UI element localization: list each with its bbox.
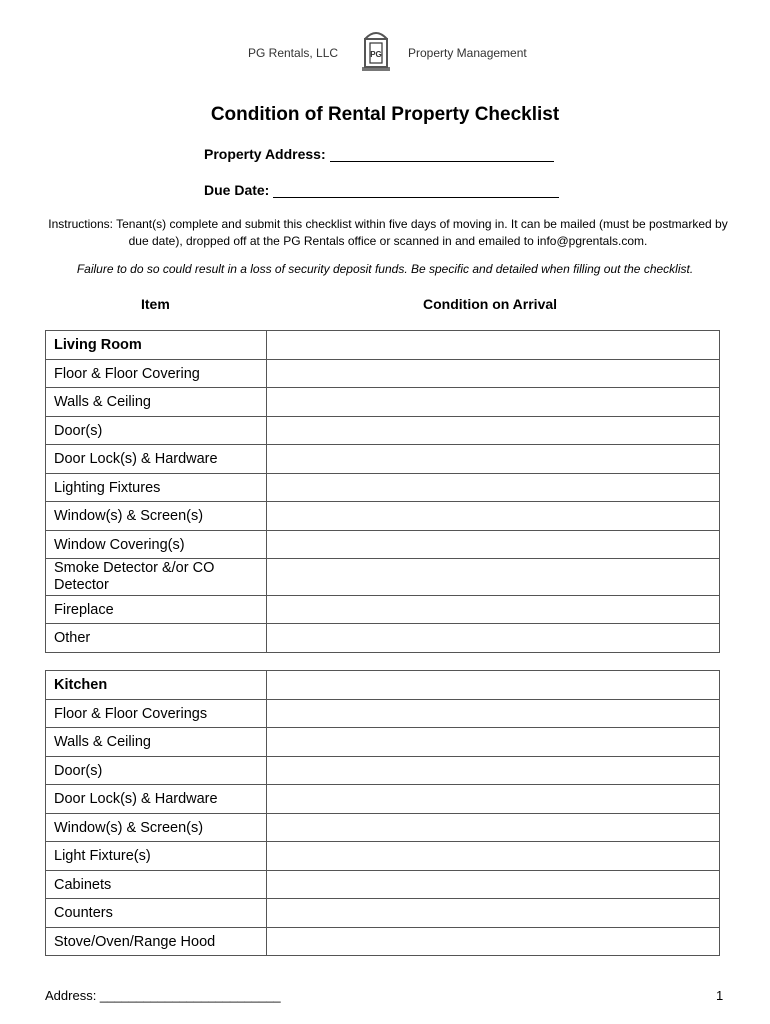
table-row xyxy=(46,785,720,814)
page-number: 1 xyxy=(716,988,724,1003)
section-title: Kitchen xyxy=(46,671,267,700)
table-row xyxy=(46,728,720,757)
item-label: Door Lock(s) & Hardware xyxy=(46,445,267,474)
table-row xyxy=(46,899,720,928)
kitchen-table xyxy=(45,670,720,956)
condition-cell[interactable] xyxy=(267,474,720,502)
item-label: Lighting Fixtures xyxy=(46,474,267,502)
company-name: PG Rentals, LLC xyxy=(248,46,339,60)
company-logo xyxy=(360,27,392,78)
condition-cell[interactable] xyxy=(267,700,720,728)
item-label: Floor & Floor Coverings xyxy=(46,700,267,728)
table-row xyxy=(46,388,720,417)
condition-cell[interactable] xyxy=(267,445,720,474)
condition-cell[interactable] xyxy=(267,785,720,814)
condition-cell[interactable] xyxy=(267,331,720,360)
item-label: Counters xyxy=(46,899,267,928)
item-label: Smoke Detector &/or CO Detector xyxy=(46,559,267,596)
item-label: Window(s) & Screen(s) xyxy=(46,814,267,842)
condition-cell[interactable] xyxy=(267,671,720,700)
section-row xyxy=(46,671,720,700)
table-row xyxy=(46,360,720,388)
condition-cell[interactable] xyxy=(267,624,720,653)
condition-cell[interactable] xyxy=(267,596,720,624)
page-title: Condition of Rental Property Checklist xyxy=(210,104,560,125)
column-header-item: Item xyxy=(141,296,170,312)
item-label: Door(s) xyxy=(46,757,267,785)
table-row xyxy=(46,624,720,653)
property-address-field[interactable] xyxy=(204,146,554,162)
item-label: Floor & Floor Covering xyxy=(46,360,267,388)
condition-cell[interactable] xyxy=(267,899,720,928)
column-header-condition: Condition on Arrival xyxy=(423,296,558,312)
due-date-label: Due Date: xyxy=(204,182,270,198)
property-address-line[interactable] xyxy=(330,147,554,162)
condition-cell[interactable] xyxy=(267,559,720,596)
condition-cell[interactable] xyxy=(267,871,720,899)
table-row xyxy=(46,474,720,502)
item-label: Stove/Oven/Range Hood xyxy=(46,928,267,956)
svg-text:PG: PG xyxy=(370,50,382,59)
living-room-table xyxy=(45,330,720,653)
condition-cell[interactable] xyxy=(267,814,720,842)
item-label: Window Covering(s) xyxy=(46,531,267,559)
item-label: Light Fixture(s) xyxy=(46,842,267,871)
table-row xyxy=(46,559,720,596)
condition-cell[interactable] xyxy=(267,728,720,757)
condition-cell[interactable] xyxy=(267,531,720,559)
table-row xyxy=(46,502,720,531)
due-date-line[interactable] xyxy=(273,183,559,198)
company-tagline: Property Management xyxy=(408,46,527,60)
section-title: Living Room xyxy=(46,331,267,360)
instructions: Instructions: Tenant(s) complete and submit this checklist within five days of moving in. It can be mailed (must be postmarked by due date), dropped off at the PG Rentals office or scanned in and emailed to info@pgrentals.com. xyxy=(48,217,728,248)
table-row xyxy=(46,417,720,445)
condition-cell[interactable] xyxy=(267,360,720,388)
item-label: Door(s) xyxy=(46,417,267,445)
condition-cell[interactable] xyxy=(267,417,720,445)
item-label: Other xyxy=(46,624,267,653)
item-label: Fireplace xyxy=(46,596,267,624)
table-row xyxy=(46,928,720,956)
table-row xyxy=(46,700,720,728)
item-label: Walls & Ceiling xyxy=(46,728,267,757)
item-label: Window(s) & Screen(s) xyxy=(46,502,267,531)
condition-cell[interactable] xyxy=(267,842,720,871)
condition-cell[interactable] xyxy=(267,502,720,531)
table-row xyxy=(46,445,720,474)
table-row xyxy=(46,757,720,785)
due-date-field[interactable] xyxy=(204,182,559,198)
item-label: Cabinets xyxy=(46,871,267,899)
property-address-label: Property Address: xyxy=(204,146,326,162)
table-row xyxy=(46,842,720,871)
table-row xyxy=(46,531,720,559)
footer-address: Address: _________________________ xyxy=(45,988,281,1003)
condition-cell[interactable] xyxy=(267,388,720,417)
item-label: Walls & Ceiling xyxy=(46,388,267,417)
table-row xyxy=(46,596,720,624)
condition-cell[interactable] xyxy=(267,757,720,785)
item-label: Door Lock(s) & Hardware xyxy=(46,785,267,814)
condition-cell[interactable] xyxy=(267,928,720,956)
section-row xyxy=(46,331,720,360)
table-row xyxy=(46,814,720,842)
building-logo-icon xyxy=(360,27,392,73)
table-row xyxy=(46,871,720,899)
warning-text: Failure to do so could result in a loss of security deposit funds. Be specific and detailed when filling out the checklist. xyxy=(76,262,694,276)
